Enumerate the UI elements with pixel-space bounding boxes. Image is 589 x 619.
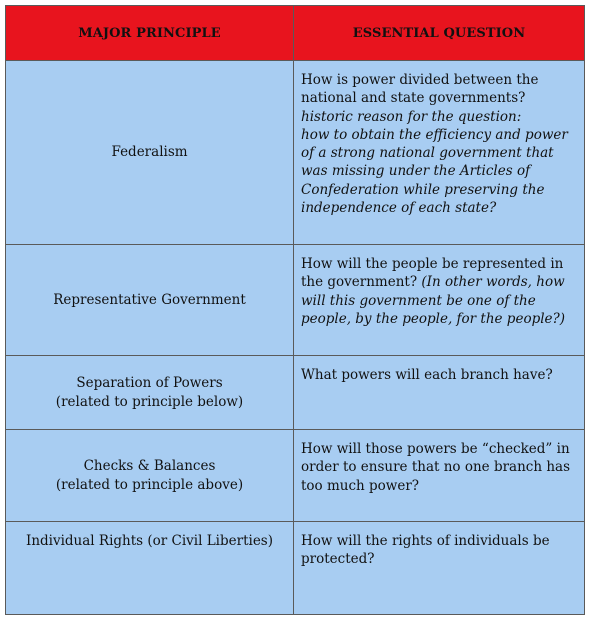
principle-cell: [6, 356, 294, 430]
question-note-heading: historic reason for the question:: [301, 108, 522, 125]
question-cell: [294, 61, 585, 245]
principle-cell: [6, 522, 294, 615]
header-row: [6, 6, 585, 61]
question-text: How will the people be represented in the government?: [301, 256, 564, 291]
principle-cell: [6, 245, 294, 356]
principle-note: (related to principle above): [55, 476, 244, 493]
question-text: How will the rights of individuals be protected?: [301, 533, 550, 568]
table-row: [6, 430, 585, 522]
principle-cell: [6, 61, 294, 245]
principle-note: (related to principle below): [55, 393, 244, 410]
table-row: [6, 245, 585, 356]
principle-name: Checks & Balances: [83, 458, 216, 475]
table-row: [6, 356, 585, 430]
table-row: [6, 522, 585, 615]
principle-name: Federalism: [111, 144, 188, 161]
question-cell: [294, 430, 585, 522]
question-text: How will those powers be “checked” in order to ensure that no one branch has too much power?: [301, 441, 570, 494]
principle-name: Separation of Powers: [76, 375, 223, 392]
question-note: (In other words, how will this government be one of the people, by the people, for the people?): [301, 274, 566, 327]
question-note-body: how to obtain the efficiency and power of a strong national government that was missing under the Articles of Confederation while preserving the independence of each state?: [301, 126, 568, 217]
question-text: What powers will each branch have?: [301, 367, 553, 383]
question-text: How is power divided between the national and state governments?: [301, 72, 539, 107]
question-cell: [294, 522, 585, 615]
header-major-principle: MAJOR PRINCIPLE: [6, 6, 294, 61]
principle-name: Individual Rights (or Civil Liberties): [25, 533, 274, 549]
question-cell: [294, 245, 585, 356]
header-essential-question: ESSENTIAL QUESTION: [294, 6, 585, 61]
principles-table: [5, 5, 585, 615]
table-row: [6, 61, 585, 245]
principle-cell: [6, 430, 294, 522]
principle-name: Representative Government: [53, 291, 246, 308]
question-cell: [294, 356, 585, 430]
